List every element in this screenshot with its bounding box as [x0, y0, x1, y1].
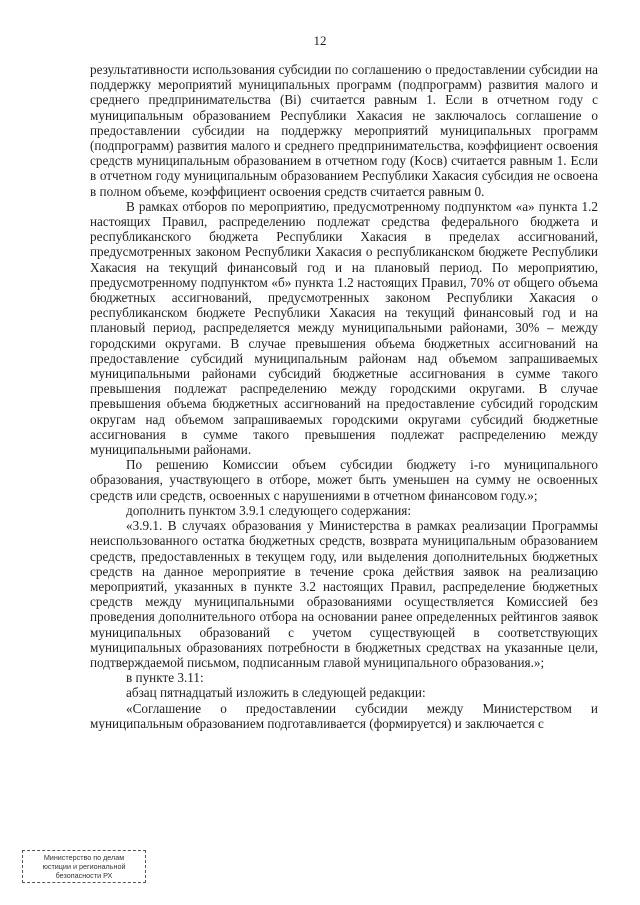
instruction-add-391: дополнить пунктом 3.9.1 следующего содержания:	[126, 502, 412, 518]
quote-agreement: «Соглашение о предоставлении субсидии между Министерством и муниципальным образованием подготавливается (формируется) и заключается с	[90, 700, 598, 731]
paragraph-continuation: результативности использования субсидии по соглашению о предоставлении субсидии на поддержку мероприятий муниципальных программ (подпрограмм) развития малого и среднего предпринимательства (Bi) считается равным 1. Если в отчетном году с муниципальным образованием Республики Хакасия не заключалось соглашение о предоставлении субсидии на поддержку мероприятий муниципальных программ (подпрограмм) развития малого и среднего предпринимательства, коэффициент освоения средств муниципальным образованием в отчетном году (Kосв) считается равным 1. Если в отчетном году муниципальным образованием Республики Хакасия субсидия не освоена в полном объеме, коэффициент освоения средств считается равным 0.	[90, 62, 598, 199]
stamp-line: юстиции и региональной	[42, 862, 126, 871]
document-body	[90, 62, 598, 731]
stamp-line: безопасности РХ	[55, 871, 113, 880]
stamp-line: Министерство по делам	[43, 853, 125, 862]
registration-stamp	[22, 850, 146, 883]
page-number: 12	[313, 33, 327, 48]
quote-clause-391: «3.9.1. В случаях образования у Министерства в рамках реализации Программы неиспользованного остатка бюджетных средств, возврата муниципальным образованием средств, предоставленных в текущем году, или выделения дополнительных бюджетных средств на данное мероприятие в течение срока действия заявок на реализацию мероприятий, указанных в пункте 3.2 настоящих Правил, распределение бюджетных средств между муниципальными образованиями осуществляется Комиссией без проведения дополнительного отбора на основании ранее определенных рейтингов заявок муниципальных образований с учетом существующей в соответствующих муниципальных образованиях потребности в бюджетных средствах на указанные цели, подтверждаемой письмом, подписанным главой муниципального образования.»;	[90, 518, 598, 670]
paragraph-selection-rules: В рамках отборов по мероприятию, предусмотренному подпунктом «а» пункта 1.2 настоящих Правил, распределению подлежат средства федерального бюджета и республиканского бюджета Республики Хакасия в пределах ассигнований, предусмотренных законом Республики Хакасия о республиканском бюджете Республики Хакасия на текущий финансовый год и на плановый период. По мероприятию, предусмотренному подпунктом «б» пункта 1.2 настоящих Правил, 70% от общего объема бюджетных ассигнований, предусмотренных законом Республики Хакасия о республиканском бюджете Республики Хакасия на текущий финансовый год и на плановый период, распределяется между муниципальными районами, 30% – между городскими округами. В случае превышения объема бюджетных ассигнований на предоставление субсидий муниципальным районам над объемом запрашиваемых муниципальными районами субсидий бюджетные ассигнования в сумме такого превышения подлежат распределению между городскими округами. В случае превышения объема бюджетных ассигнований на предоставление субсидий городским округам над объемом запрашиваемых городскими округами субсидий бюджетные ассигнования в сумме такого превышения подлежат распределению между муниципальными районами.	[90, 198, 598, 458]
instruction-clause-311: в пункте 3.11:	[126, 670, 204, 686]
paragraph-commission-decision: По решению Комиссии объем субсидии бюджету i-го муниципального образования, участвующего в отборе, может быть уменьшен на сумму не освоенных средств или средств, освоенных с нарушениями в отчетном финансовом году.»;	[90, 457, 598, 503]
instruction-fifteenth-paragraph: абзац пятнадцатый изложить в следующей редакции:	[126, 685, 426, 701]
